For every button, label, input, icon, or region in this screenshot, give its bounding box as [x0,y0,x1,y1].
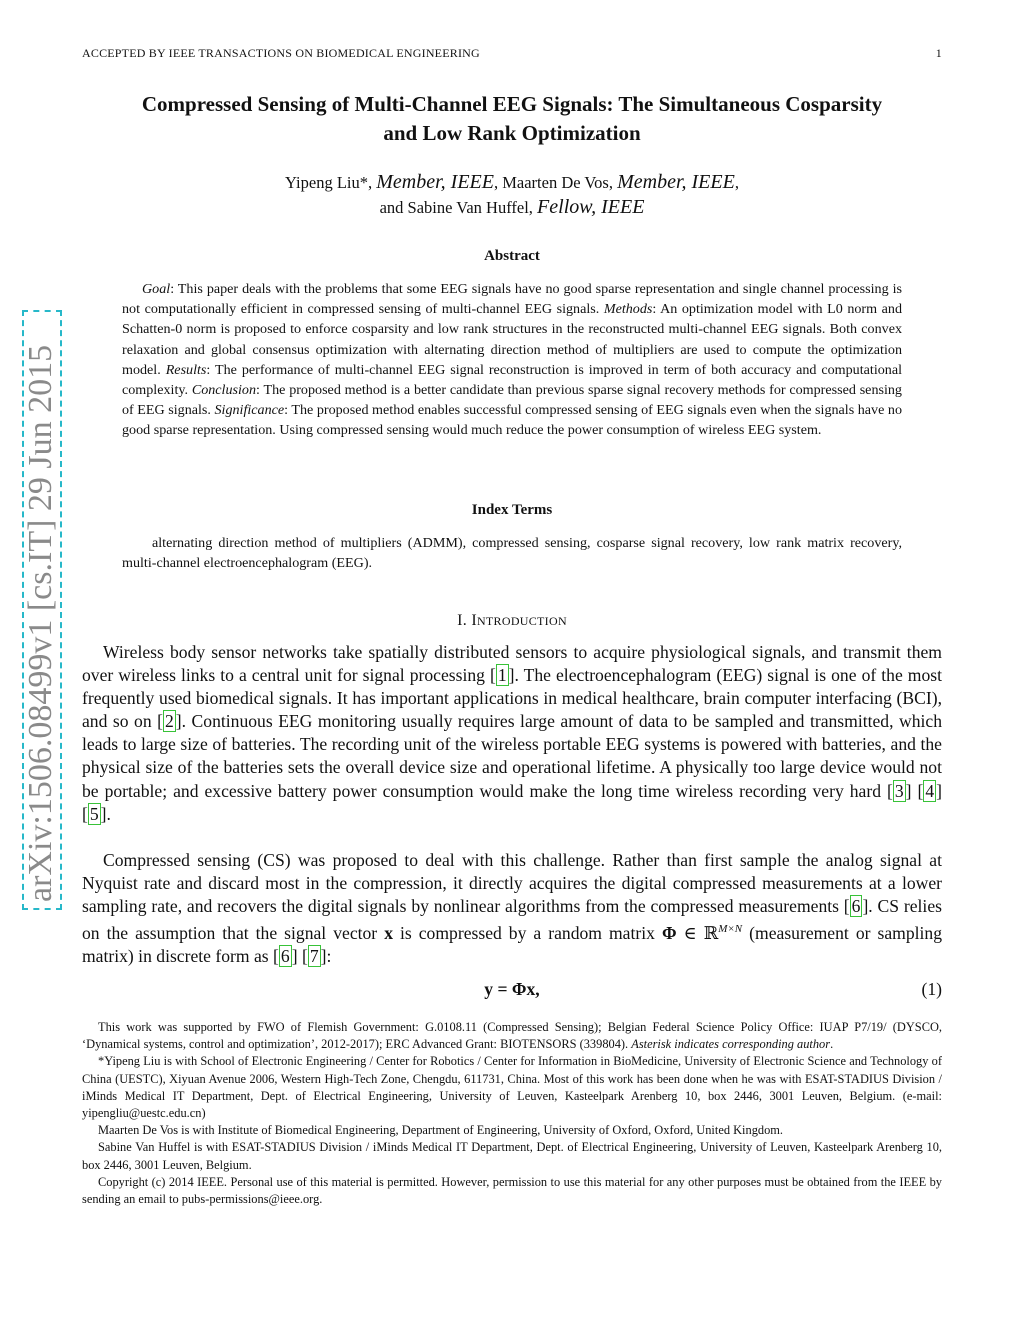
intro-p2-text-c: is compressed by a random matrix [392,923,662,944]
citation-link[interactable]: 2 [165,711,174,732]
math-vector-x: x [384,923,393,944]
citation-link[interactable]: 3 [894,780,904,801]
author-3: and Sabine Van Huffel, [379,198,538,217]
author-2-tail: , [734,173,739,192]
abstract-significance-text: : The proposed method enables successful compressed sensing of EEG signals even when the signals have no good sparse representation. Using compressed sensing would much reduce the power consumption of wireless EEG system. [122,402,903,439]
citation-link[interactable]: 1 [497,665,507,686]
footnotes [82,1019,942,1208]
abstract-goal-text: : This paper deals with the problems that some EEG signals have no good sparse representation and single channel processing is not computationally efficient in compressed sensing of multi-channel EEG signals. [122,281,902,318]
footnote-author-3: Sabine Van Huffel is with ESAT-STADIUS Division / iMinds Medical IT Department, Dept. of Electrical Engineering, University of Leuven, Kasteelpark Arenberg 10, box 2446, 3001 Leuven, Belgium. [82,1140,942,1172]
math-real-space: ∈ ℝ [676,923,719,944]
citation-link[interactable]: 6 [280,946,290,967]
intro-p2-text-b: ]. CS relies on the assumption that the signal vector [82,896,942,944]
section-heading-introduction [82,612,942,630]
index-terms-body: alternating direction method of multipliers (ADMM), compressed sensing, cosparse signal recovery, low rank matrix recovery, multi-channel electroencephalogram (EEG). [122,535,902,572]
section-heading-rest: NTRODUCTION [476,614,567,628]
abstract-results-label: Results [165,361,207,378]
author-block [82,170,942,220]
intro-p2-text-a: Compressed sensing (CS) was proposed to deal with this challenge. Rather than first sample the analog signal at Nyquist rate and discard most in the compression, it directly acquires the digital compressed measurements at a lower sampling rate, and recovers the digital signals by nonlinear algorithms from the compressed measurements [ [82,850,942,917]
author-2: , Maarten De Vos, [493,173,618,192]
title-line-2: and Low Rank Optimization [383,121,641,145]
author-3-grade: Fellow, IEEE [537,196,645,218]
citation-link[interactable]: 4 [925,780,935,801]
footnote-copyright: Copyright (c) 2014 IEEE. Personal use of this material is permitted. However, permission to use this material for any other purposes must be obtained from the IEEE by sending an email to pubs-permissions@ieee.org. [82,1174,942,1207]
abstract-goal-label: Goal [142,281,171,297]
footnote-funding-text: This work was supported by FWO of Flemish Government: G.0108.11 (Compressed Sensing); Belgian Federal Science Policy Office: IUAP P7/19/ (DYSCO, ‘Dynamical systems, control and optimization’, 2012-2017); ERC Advanced Grant: BIOTENSORS (339804). [82,1020,942,1052]
intro-p1-text-d: ] [ [905,780,924,801]
intro-p1-text-c: ]. Continuous EEG monitoring usually requires large amount of data to be sampled and transmitted, which leads to large size of batteries. The recording unit of the wireless portable EEG systems is powered with batteries, and the physical size of the batteries sets the overall device size and operational lifetime. A physically too large device would not be portable; and excessive battery power consumption would make the long time wireless recording very hard [ [82,711,942,801]
intro-p1-text-a: Wireless body sensor networks take spatially distributed sensors to acquire physiological signals, and transmit them over wireless links to a central unit for signal processing [ [82,642,942,686]
author-1-grade: Member, IEEE [376,171,494,193]
abstract-heading: Abstract [484,248,540,264]
citation-link[interactable]: 5 [89,803,99,824]
footnote-author-1: *Yipeng Liu is with School of Electronic Engineering / Center for Robotics / Center for Information in BioMedicine, University of Electronic Science and Technology of China (UESTC), Xiyuan Avenue 2006, Western High-Tech Zone, Chengdu, 611731, China. Most of this work has been done when he was with ESAT-STADIUS Division / iMinds Medical IT Department, Dept. of Electrical Engineering, University of Leuven, Kasteelpark Arenberg 10, box 2446, 3001 Leuven, Belgium. (e-mail: yipengliu@uestc.edu.cn) [82,1054,942,1121]
intro-paragraph-1 [82,641,942,826]
abstract-methods-text: : An optimization model with L0 norm and Schatten-0 norm is proposed to enforce cosparsity and low rank structures in the reconstructed multi-channel EEG signals. Both convex relaxation and global consensus optimization with alternating direction method of multipliers are used to compute the optimization model. [122,301,902,378]
abstract-significance-label: Significance [214,402,285,419]
author-2-grade: Member, IEEE [617,171,735,193]
intro-p2-text-f: ]: [320,946,332,967]
intro-paragraph-2 [82,849,942,968]
intro-p2-text-d: (measurement or sampling matrix) in discrete form as [ [82,923,942,967]
abstract-conclusion-text: : The proposed method is a better candidate than previous sparse signal recovery methods for compressed sensing of EEG signals. [122,382,902,419]
equation-number: (1) [921,979,942,999]
section-heading-first: I [471,612,477,629]
author-line-2 [82,195,942,220]
math-dimension: M×N [718,923,743,936]
abstract-body [122,279,902,441]
page-number: 1 [935,46,942,60]
footnote-author-2: Maarten De Vos is with Institute of Biomedical Engineering, Department of Engineering, University of Oxford, Oxford, United Kingdom. [98,1123,784,1138]
footnote-funding-italic: Asterisk indicates corresponding author [631,1037,831,1052]
section-numeral: I. [457,612,472,629]
citation-link[interactable]: 6 [851,896,861,917]
index-terms-heading: Index Terms [471,502,553,518]
running-title: ACCEPTED BY IEEE TRANSACTIONS ON BIOMEDICAL ENGINEERING [82,46,480,60]
equation-1 [82,979,942,1003]
intro-p1-text-b: ]. The electroencephalogram (EEG) signal is one of the most frequently used biomedical signals. It has important applications in medical healthcare, brain computer interfacing (BCI), and so on [ [82,665,942,732]
paper-title [82,90,942,148]
abstract-results-text: : The performance of multi-channel EEG signal reconstruction is improved in term of both accuracy and computational complexity. [122,361,903,399]
running-header [82,46,942,61]
author-1: Yipeng Liu*, [285,173,377,192]
footnote-funding [82,1019,942,1053]
equation-body: y = Φx, [484,979,540,999]
intro-p2-text-e: ] [ [291,946,308,967]
title-line-1: Compressed Sensing of Multi-Channel EEG Signals: The Simultaneous Cosparsity [141,92,883,116]
intro-p1-text-f: ]. [100,803,111,824]
arxiv-stamp[interactable]: arXiv:1506.08499v1 [cs.IT] 29 Jun 2015 [22,310,62,910]
math-matrix-phi: Φ [661,923,677,944]
intro-p1-text-e: ] [ [82,780,942,824]
abstract-methods-label: Methods [603,301,653,318]
abstract-conclusion-label: Conclusion [191,382,257,399]
citation-link[interactable]: 7 [309,946,319,967]
author-line-1 [82,170,942,195]
footnote-funding-tail: . [830,1037,834,1052]
